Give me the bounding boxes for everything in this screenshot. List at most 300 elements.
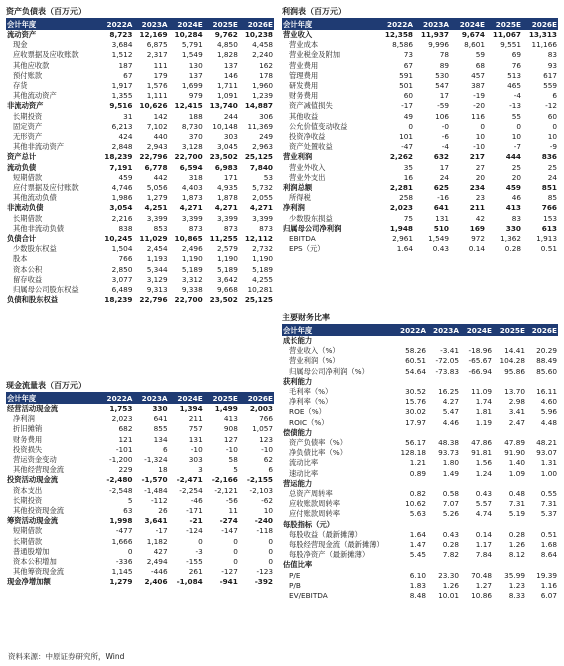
row-value: 330: [505, 223, 521, 233]
row-value: [460, 560, 493, 570]
row-value: 444: [505, 152, 521, 162]
row-label: 筹资活动现金流: [7, 516, 59, 526]
row-label: 存货: [13, 81, 28, 91]
row-value: -118: [256, 526, 273, 536]
row-value: 46: [511, 193, 521, 203]
row-value: 1.56: [475, 458, 492, 468]
table-row: [6, 577, 274, 587]
row-value: 0.55: [540, 489, 557, 499]
row-value: 855: [153, 424, 168, 434]
row-value: 11,255: [209, 234, 238, 244]
table-row: [282, 469, 558, 479]
row-value: 853: [153, 223, 168, 233]
row-value: 22,796: [139, 295, 168, 305]
row-value: 5.45: [409, 550, 426, 560]
row-value: -10: [261, 444, 273, 454]
row-value: 1,699: [181, 81, 203, 91]
row-value: 7,840: [249, 162, 273, 172]
row-value: [526, 560, 558, 570]
column-header-year: 2026E: [239, 19, 274, 30]
table-header-row: [6, 19, 274, 30]
row-value: -72.05: [435, 356, 459, 366]
row-value: 18,239: [104, 295, 133, 305]
row-value: 187: [118, 60, 133, 70]
row-value: 0.51: [540, 529, 557, 539]
row-value: 11,937: [420, 30, 449, 39]
row-value: 9,668: [216, 285, 238, 295]
row-value: 16.11: [536, 387, 557, 397]
row-value: 5.57: [475, 499, 492, 509]
row-value: 23.30: [438, 570, 459, 580]
row-label: 资产处置收益: [289, 142, 333, 152]
row-value: 0: [233, 536, 238, 546]
row-value: 5,189: [216, 264, 238, 274]
row-value: -0: [441, 121, 449, 131]
row-label: 流动资产: [7, 30, 37, 39]
row-value: 48.38: [438, 438, 459, 448]
row-value: -336: [115, 557, 133, 567]
column-header-year: 2026E: [526, 325, 558, 336]
column-header-year: 2024E: [460, 325, 493, 336]
table-row: [6, 516, 274, 526]
row-value: -9: [549, 142, 557, 152]
income-statement-table: [282, 19, 558, 254]
row-value: -147: [221, 526, 238, 536]
row-value: -2,254: [179, 485, 203, 495]
row-label: 其他非流动资产: [13, 142, 65, 152]
table-row: [6, 537, 274, 547]
row-value: -101: [115, 444, 133, 454]
row-value: 7,191: [109, 162, 133, 172]
table-row: [6, 265, 274, 275]
row-value: 1.74: [475, 397, 492, 407]
row-value: 6,983: [214, 162, 238, 172]
row-value: 30.52: [405, 387, 426, 397]
table-row: [282, 356, 558, 366]
column-header-label: 会计年度: [6, 19, 98, 30]
row-value: 2,216: [111, 213, 133, 223]
row-label: 其他投资现金流: [13, 506, 65, 516]
row-value: 27: [475, 162, 485, 172]
row-value: 1.16: [540, 580, 557, 590]
row-value: 5.26: [442, 509, 459, 519]
row-value: 0: [233, 557, 238, 567]
row-label: 无形资产: [13, 132, 43, 142]
column-header-year: 2026E: [522, 19, 558, 30]
row-value: 30.02: [405, 407, 426, 417]
row-value: 85.60: [536, 366, 557, 376]
table-header-row: [282, 19, 558, 30]
row-value: 10.01: [438, 591, 459, 601]
row-value: 95.86: [504, 366, 525, 376]
row-label: 非流动负债: [7, 203, 44, 213]
row-value: 1,057: [252, 424, 273, 434]
row-value: 1,873: [181, 193, 203, 203]
row-value: 54.64: [405, 366, 426, 376]
row-value: [493, 336, 526, 346]
row-value: 24: [547, 172, 557, 182]
row-value: -941: [219, 577, 238, 587]
row-value: 682: [118, 424, 133, 434]
row-value: 0.89: [409, 468, 426, 478]
row-value: 4,251: [144, 203, 168, 213]
row-value: 47.89: [504, 438, 525, 448]
row-value: 23: [475, 193, 485, 203]
table-row: [282, 367, 558, 377]
row-label: 长期投资: [13, 111, 43, 121]
table-row: [282, 448, 558, 458]
row-label: 营运资金变动: [13, 455, 57, 465]
row-value: [526, 336, 558, 346]
row-label: 每股收益（最新摊薄）: [289, 529, 362, 539]
row-value: 5,189: [252, 264, 273, 274]
row-value: 11: [228, 506, 238, 516]
row-value: 1,917: [111, 81, 133, 91]
row-value: 0: [198, 536, 203, 546]
table-row: [282, 203, 558, 213]
row-value: 0.43: [432, 244, 449, 254]
row-value: 25: [511, 162, 521, 172]
row-value: 78: [439, 50, 449, 60]
row-value: 873: [223, 223, 238, 233]
row-value: 2,406: [144, 577, 168, 587]
row-value: 3,399: [181, 213, 203, 223]
row-value: 3,399: [216, 213, 238, 223]
row-value: 179: [153, 70, 168, 80]
row-label: 净利润: [283, 203, 305, 213]
row-value: 1.00: [540, 468, 557, 478]
row-value: -274: [219, 516, 238, 526]
row-value: 1.83: [409, 580, 426, 590]
row-value: 0: [268, 536, 273, 546]
row-value: -17: [401, 101, 413, 111]
row-label: EBITDA: [289, 234, 316, 244]
row-value: [493, 428, 526, 438]
row-value: -6: [441, 132, 449, 142]
row-value: 5,791: [181, 40, 203, 50]
row-value: 22,700: [174, 152, 203, 162]
row-value: -13: [509, 101, 521, 111]
table-row: [6, 424, 274, 434]
row-value: -446: [151, 567, 168, 577]
row-value: 424: [118, 132, 133, 142]
row-label: 长期借款: [13, 213, 43, 223]
row-value: [394, 377, 427, 387]
row-value: 3,641: [144, 516, 168, 526]
table-row: [282, 91, 558, 101]
row-value: 4.74: [475, 509, 492, 519]
table-row: [282, 224, 558, 234]
table-row: [6, 435, 274, 445]
row-value: 0.14: [475, 529, 492, 539]
row-value: 3,128: [181, 142, 203, 152]
table-row: [6, 50, 274, 60]
row-value: 26: [158, 506, 168, 516]
row-value: 13.70: [504, 387, 525, 397]
row-label: 现金净增加额: [7, 577, 51, 587]
row-value: -10: [190, 444, 203, 454]
table-row: [6, 183, 274, 193]
row-value: 2,317: [146, 50, 168, 60]
cashflow-panel: [6, 380, 274, 588]
row-value: 5,189: [181, 264, 203, 274]
table-row: [282, 142, 558, 152]
row-label: 速动比率: [289, 468, 319, 478]
row-label: 短期借款: [13, 526, 43, 536]
row-value: -19: [473, 91, 485, 101]
row-value: 7.31: [508, 499, 525, 509]
column-header-year: 2022A: [394, 325, 427, 336]
row-label: 其他经营现金流: [13, 465, 65, 475]
row-value: -3: [195, 546, 203, 556]
row-value: 0: [408, 121, 413, 131]
row-value: 2,262: [389, 152, 413, 162]
row-value: -12: [545, 101, 557, 111]
row-value: 5.37: [540, 509, 557, 519]
row-value: 836: [541, 152, 557, 162]
balance-sheet-panel: [6, 6, 274, 305]
row-value: 851: [541, 183, 557, 193]
row-value: 11,369: [247, 121, 273, 131]
row-value: [394, 336, 427, 346]
column-header-year: 2022A: [98, 19, 133, 30]
row-value: 459: [505, 183, 521, 193]
row-label: 所得税: [289, 193, 311, 203]
row-value: 31: [123, 111, 133, 121]
row-value: 93.73: [438, 448, 459, 458]
column-header-year: 2022A: [378, 19, 414, 30]
row-value: 1.31: [540, 458, 557, 468]
row-value: 1,394: [179, 404, 203, 413]
row-value: 53: [263, 172, 273, 182]
row-value: [394, 479, 427, 489]
row-value: 4,850: [216, 40, 238, 50]
row-value: 513: [507, 70, 521, 80]
table-row: [282, 560, 558, 570]
row-value: -20: [473, 101, 485, 111]
table-row: [282, 479, 558, 489]
table-row: [6, 122, 274, 132]
cashflow-table: [6, 393, 274, 588]
table-row: [6, 486, 274, 496]
row-value: 169: [469, 223, 485, 233]
row-label: 财务费用: [289, 91, 319, 101]
balance-sheet-table: [6, 19, 274, 305]
row-value: 547: [435, 81, 449, 91]
row-value: 4,271: [249, 203, 273, 213]
row-label: 少数股东损益: [289, 213, 333, 223]
row-value: 613: [541, 223, 557, 233]
row-value: 5.96: [540, 407, 557, 417]
row-value: 22,700: [174, 295, 203, 305]
row-label: 资产总计: [7, 152, 37, 162]
table-row: [6, 132, 274, 142]
row-value: 3,684: [111, 40, 133, 50]
row-value: 131: [435, 213, 449, 223]
table-row: [282, 489, 558, 499]
row-value: 153: [543, 213, 557, 223]
row-value: 89: [439, 60, 449, 70]
row-label: 营业费用: [289, 60, 319, 70]
row-value: 6: [268, 465, 273, 475]
row-value: 1,193: [146, 254, 168, 264]
table-row: [6, 152, 274, 162]
row-label: 净负债比率（%）: [289, 448, 348, 458]
column-header-year: 2025E: [204, 19, 239, 30]
row-label: 估值比率: [283, 560, 313, 570]
row-value: 58: [228, 455, 238, 465]
row-value: 1,190: [181, 254, 203, 264]
table-row: [282, 132, 558, 142]
row-label: 其他流动资产: [13, 91, 57, 101]
row-label: 归属母公司净利润（%）: [289, 366, 369, 376]
row-value: 5,344: [146, 264, 168, 274]
row-value: 5,732: [252, 183, 273, 193]
row-value: 0.58: [442, 489, 459, 499]
row-value: 8.64: [540, 550, 557, 560]
table-row: [6, 567, 274, 577]
row-value: 10,626: [139, 101, 168, 111]
row-value: 318: [188, 172, 203, 182]
row-value: -1,324: [144, 455, 168, 465]
table-row: [282, 40, 558, 50]
row-value: 757: [188, 424, 203, 434]
row-value: 370: [188, 132, 203, 142]
row-value: -2,548: [108, 485, 133, 495]
row-value: 3,399: [146, 213, 168, 223]
row-value: 1,711: [216, 81, 238, 91]
row-value: 1,878: [216, 193, 238, 203]
row-value: [427, 479, 460, 489]
row-label: 管理费用: [289, 70, 319, 80]
row-value: 10,284: [174, 30, 203, 39]
row-value: 11,166: [531, 40, 557, 50]
row-label: 成长能力: [283, 336, 313, 345]
row-value: 2,055: [252, 193, 273, 203]
row-value: 1.47: [409, 540, 426, 550]
row-value: -155: [186, 557, 203, 567]
row-value: 11,029: [139, 234, 168, 244]
table-row: [6, 40, 274, 50]
row-value: 413: [505, 203, 521, 213]
row-value: -4: [513, 91, 521, 101]
row-value: 1,279: [109, 577, 133, 587]
row-value: 2,003: [249, 404, 273, 413]
row-value: 146: [223, 70, 238, 80]
row-value: 63: [123, 506, 133, 516]
row-value: 1.17: [475, 540, 492, 550]
table-row: [282, 397, 558, 407]
row-label: 归属母公司股东权益: [13, 285, 79, 295]
row-value: -392: [254, 577, 273, 587]
row-label: 公允价值变动收益: [289, 121, 348, 131]
row-value: 2,943: [146, 142, 168, 152]
row-value: -56: [225, 495, 238, 505]
row-value: 7.84: [475, 550, 492, 560]
row-value: 0.48: [508, 489, 525, 499]
row-value: 10,238: [244, 30, 273, 39]
row-value: 6,213: [111, 121, 133, 131]
row-label: 净利润: [13, 414, 35, 424]
row-value: 188: [188, 111, 203, 121]
column-header-year: 2025E: [486, 19, 522, 30]
row-value: 10: [511, 132, 521, 142]
row-value: -124: [186, 526, 203, 536]
income-statement-title: 利润表（百万元）: [282, 6, 558, 19]
row-value: 459: [118, 172, 133, 182]
row-label: 普通股增加: [13, 546, 50, 556]
row-value: 0: [480, 121, 485, 131]
row-value: 23,502: [209, 295, 238, 305]
row-value: 12,112: [244, 234, 273, 244]
row-value: 12,415: [174, 101, 203, 111]
row-value: 83: [511, 213, 521, 223]
cashflow-title: 现金流量表（百万元）: [6, 380, 274, 393]
row-value: [427, 560, 460, 570]
table-row: [282, 193, 558, 203]
row-value: 116: [471, 111, 485, 121]
row-value: -1,484: [144, 485, 168, 495]
row-value: 4,255: [252, 274, 273, 284]
row-label: 应付账款周转率: [289, 509, 341, 519]
table-row: [282, 234, 558, 244]
row-value: 1.26: [442, 580, 459, 590]
row-value: 625: [433, 183, 449, 193]
row-value: -16: [437, 193, 449, 203]
row-value: 2,850: [111, 264, 133, 274]
row-value: 20.29: [536, 346, 557, 356]
row-label: 固定资产: [13, 121, 43, 131]
row-value: 75: [403, 213, 413, 223]
row-value: -2,103: [249, 485, 273, 495]
row-value: 258: [399, 193, 413, 203]
row-value: 3,399: [252, 213, 273, 223]
row-value: 413: [223, 414, 238, 424]
row-label: 留存收益: [13, 274, 43, 284]
row-value: 42: [475, 213, 485, 223]
table-row: [282, 428, 558, 438]
row-value: 6,594: [179, 162, 203, 172]
row-value: 1,998: [109, 516, 133, 526]
row-value: 10.62: [405, 499, 426, 509]
row-value: 7.07: [442, 499, 459, 509]
row-value: 1,111: [146, 91, 168, 101]
row-value: 1,145: [111, 567, 133, 577]
row-value: 137: [188, 70, 203, 80]
row-value: -112: [151, 495, 168, 505]
row-value: [460, 520, 493, 530]
row-value: 440: [153, 132, 168, 142]
row-value: 48.21: [536, 438, 557, 448]
row-value: 2.47: [508, 417, 525, 427]
row-value: -47: [401, 142, 413, 152]
row-value: 9,313: [146, 285, 168, 295]
row-value: -17: [155, 526, 168, 536]
row-value: 6,875: [146, 40, 168, 50]
row-value: 10.86: [471, 591, 492, 601]
row-label: 营业利润: [283, 152, 313, 162]
row-label: 营业成本: [289, 40, 319, 50]
row-value: 123: [259, 434, 273, 444]
row-value: 7.82: [442, 550, 459, 560]
row-value: 12,358: [384, 30, 413, 39]
table-row: [6, 254, 274, 264]
row-value: 0: [268, 557, 273, 567]
table-row: [6, 496, 274, 506]
row-value: [394, 428, 427, 438]
row-value: 617: [543, 70, 557, 80]
table-row: [6, 101, 274, 111]
